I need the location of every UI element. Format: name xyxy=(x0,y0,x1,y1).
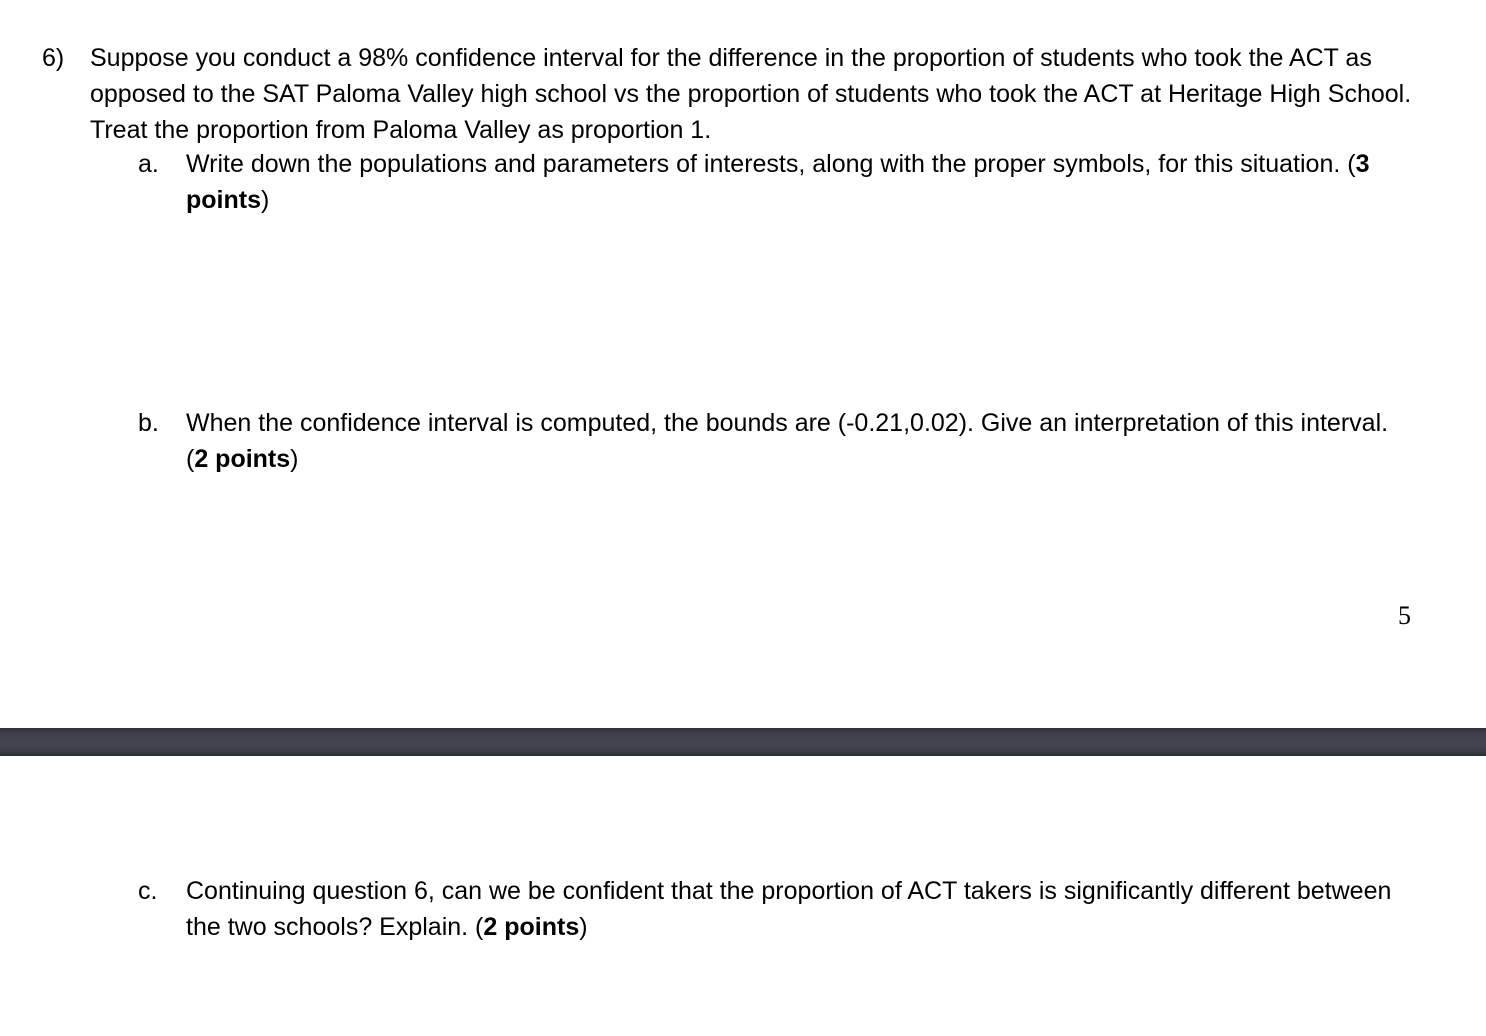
part-a-prompt: Write down the populations and parameters of interests, along with the proper symbols, for this situation. ( xyxy=(186,150,1356,178)
part-c-letter: c. xyxy=(138,877,158,905)
question-text: Suppose you conduct a 98% confidence interval for the difference in the proportion of students who took the ACT as opposed to the SAT Paloma Valley high school vs the proportion of students who took the ACT at Heritage High School. Treat the proportion from Paloma Valley as proportion 1. xyxy=(90,44,1412,144)
part-b-letter: b. xyxy=(138,409,159,437)
part-b-close: ) xyxy=(290,445,299,473)
part-c-prompt: Continuing question 6, can we be confident that the proportion of ACT takers is significantly different between the two schools? Explain. ( xyxy=(186,877,1392,941)
part-c-close: ) xyxy=(579,913,588,941)
part-a-letter: a. xyxy=(138,150,159,178)
part-a-text xyxy=(186,146,1401,218)
part-b-prompt: When the confidence interval is computed, the bounds are (-0.21,0.02). Give an interpretation of this interval. ( xyxy=(186,409,1389,473)
page-number: 5 xyxy=(1398,601,1411,630)
part-a-points: 3 points xyxy=(186,150,1370,214)
page-break-divider xyxy=(0,728,1486,756)
part-c-points: 2 points xyxy=(483,913,580,941)
part-c-text xyxy=(186,873,1401,945)
document-page-6 xyxy=(0,756,1486,1036)
question-number: 6) xyxy=(42,44,65,72)
part-b-points: 2 points xyxy=(194,445,291,473)
part-b-text xyxy=(186,405,1401,477)
part-a-close: ) xyxy=(261,186,270,214)
